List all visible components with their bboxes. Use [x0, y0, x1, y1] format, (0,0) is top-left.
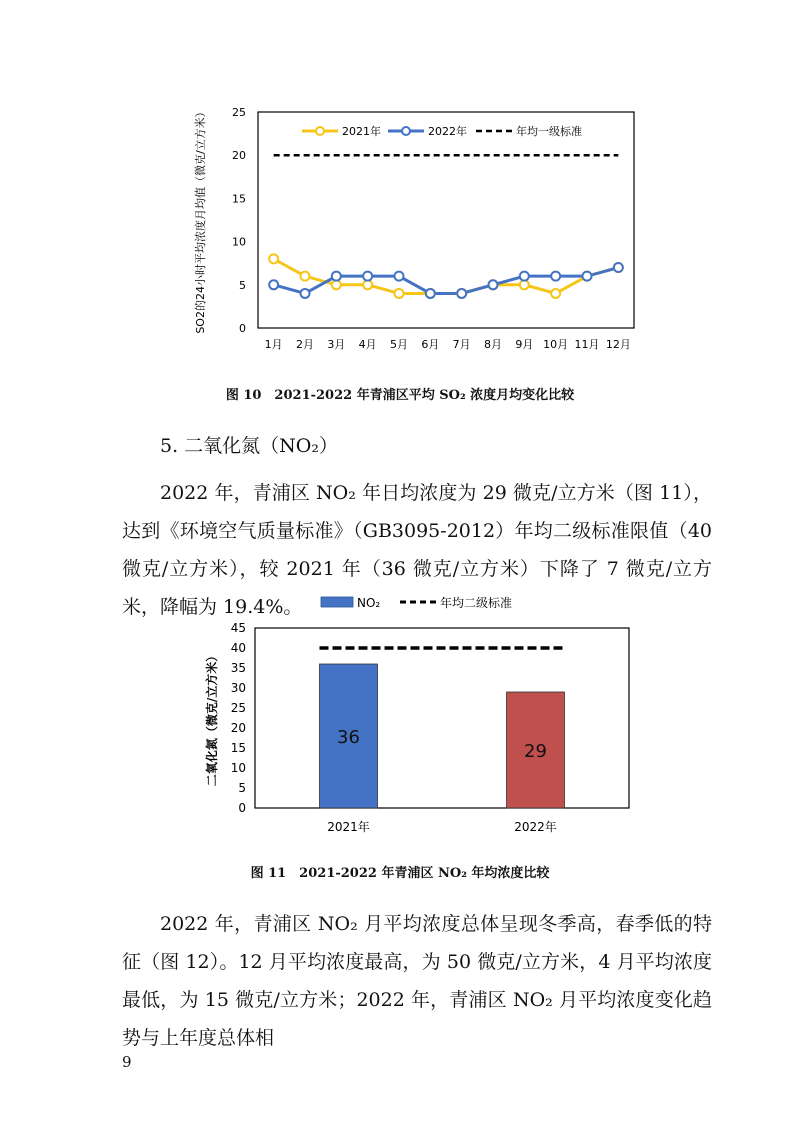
data-point: [269, 280, 278, 289]
x-tick-label: 4月: [358, 338, 377, 351]
figure11-chart: [200, 588, 640, 838]
y-tick-label: 10: [232, 235, 246, 249]
x-tick-label: 2月: [296, 338, 314, 351]
plot-area: [255, 628, 629, 808]
x-tick-label: 7月: [452, 338, 471, 351]
data-point: [301, 272, 310, 281]
paragraph-2: 2022 年，青浦区 NO₂ 月平均浓度总体呈现冬季高，春季低的特征（图 12）。12 月平均浓度最高，为 50 微克/立方米，4 月平均浓度最低，为 15 微克/立方米；2022 年，青浦区 NO₂ 月平均浓度变化趋势与上年度总体相: [122, 913, 712, 1049]
data-point: [520, 272, 529, 281]
figure10-caption: 图 10 2021-2022 年青浦区平均 SO₂ 浓度月均变化比较: [225, 388, 575, 403]
plot-area: [258, 112, 634, 328]
bar-data-label: 29: [524, 741, 547, 762]
x-tick-label: 6月: [421, 338, 440, 351]
data-point: [551, 289, 560, 298]
x-tick-label: 2021年: [327, 820, 370, 834]
y-tick-label: 25: [232, 106, 246, 119]
x-tick-label: 2022年: [514, 820, 557, 834]
x-tick-label: 8月: [484, 338, 502, 351]
y-axis-label: SO2的24小时平均浓度月均值（微克/立方米）: [194, 106, 207, 334]
x-tick-label: 9月: [515, 338, 534, 351]
y-tick-label: 5: [238, 781, 246, 795]
x-tick-label: 12月: [605, 338, 631, 351]
y-tick-label: 20: [230, 721, 246, 735]
legend-2021: 2021年: [342, 125, 381, 138]
legend-no2: NO₂: [357, 596, 381, 610]
data-point: [457, 289, 466, 298]
data-point: [395, 289, 404, 298]
data-point: [614, 263, 623, 272]
x-tick-label: 1月: [264, 338, 283, 351]
y-tick-label: 40: [230, 641, 246, 655]
x-tick-label: 10月: [543, 338, 569, 351]
x-tick-label: 3月: [327, 338, 346, 351]
data-point: [301, 289, 310, 298]
data-point: [363, 272, 372, 281]
y-tick-label: 0: [239, 322, 246, 335]
legend: [321, 595, 512, 610]
data-point: [332, 272, 341, 281]
data-point: [269, 254, 278, 263]
figure11-caption: 图 11 2021-2022 年青浦区 NO₂ 年均浓度比较: [250, 866, 550, 881]
legend-reference: 年均二级标准: [440, 596, 513, 610]
bar-data-label: 36: [337, 727, 360, 748]
y-tick-label: 15: [232, 192, 246, 206]
data-point: [426, 289, 435, 298]
x-tick-label: 11月: [574, 338, 600, 351]
data-point: [583, 272, 592, 281]
section-heading: 5. 二氧化氮（NO₂）: [160, 435, 338, 457]
data-point: [551, 272, 560, 281]
x-tick-label: 5月: [390, 338, 408, 351]
y-tick-label: 30: [230, 681, 246, 695]
y-tick-label: 5: [239, 278, 246, 292]
y-tick-label: 15: [230, 741, 246, 755]
y-tick-label: 35: [230, 661, 246, 675]
data-point: [489, 280, 498, 289]
legend-2022: 2022年: [428, 125, 467, 138]
page-number: 9: [122, 1053, 132, 1071]
paragraph-1: 2022 年，青浦区 NO₂ 年日均浓度为 29 微克/立方米（图 11），达到《环境空气质量标准》（GB3095-2012）年均二级标准限值（40 微克/立方米），较 2021 年（36 微克/立方米）下降了 7 微克/立方米，降幅为 19.4%。: [122, 482, 712, 618]
data-point: [395, 272, 404, 281]
y-tick-label: 10: [230, 761, 246, 775]
figure10-chart: [190, 100, 650, 365]
y-tick-label: 0: [238, 801, 246, 815]
y-axis-label: 二氧化氮（微克/立方米）: [205, 649, 219, 787]
y-tick-label: 20: [232, 149, 246, 163]
legend-reference: 年均一级标准: [516, 125, 582, 138]
y-tick-label: 25: [230, 701, 246, 715]
y-tick-label: 45: [230, 621, 246, 635]
legend: [302, 124, 582, 138]
